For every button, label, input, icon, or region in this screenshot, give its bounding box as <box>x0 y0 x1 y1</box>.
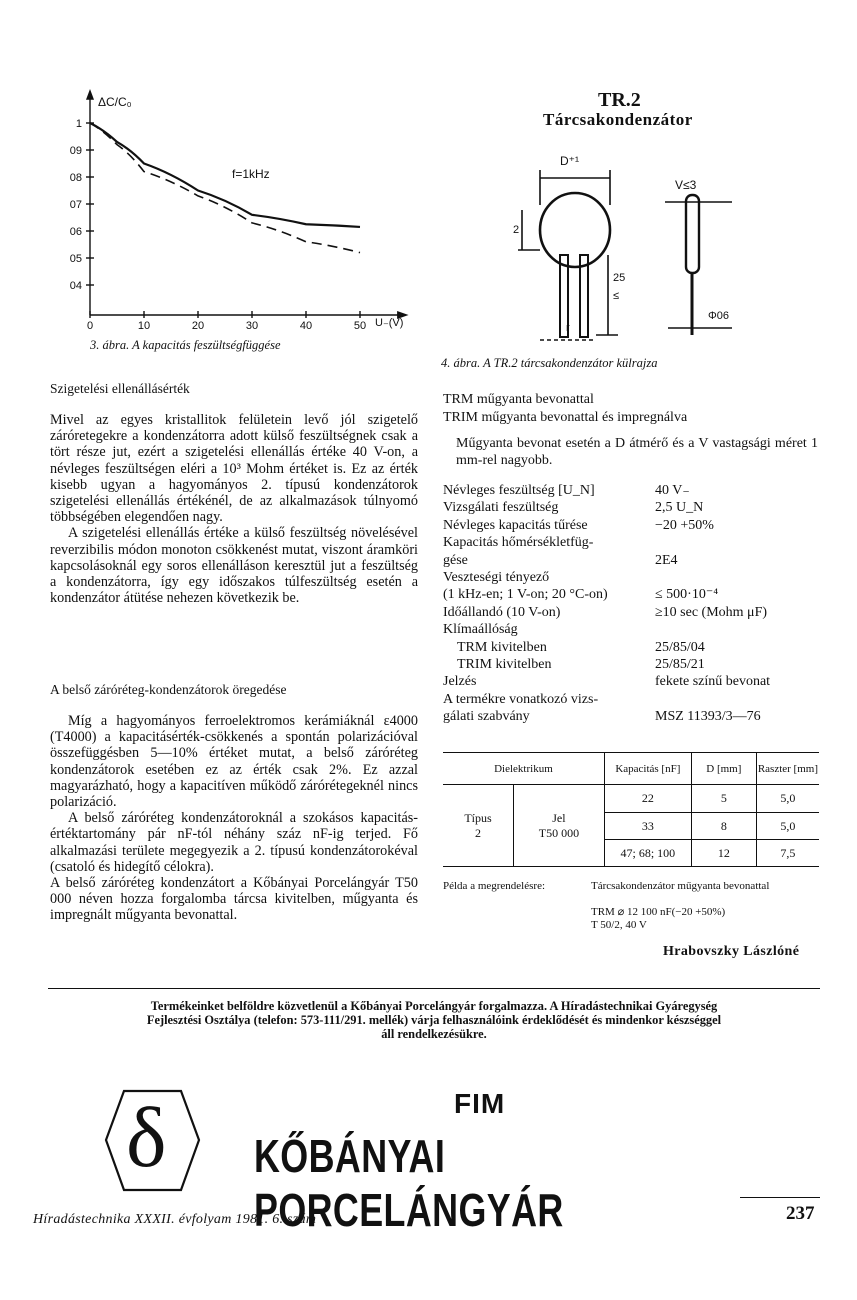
spec-list <box>443 483 823 733</box>
table-row <box>443 785 819 813</box>
chart-x-tick-label: 40 <box>299 320 313 332</box>
d-value: 5 <box>691 785 756 813</box>
figure-3 <box>60 85 430 355</box>
spec-value: ≥10 sec (Mohm μF) <box>655 604 768 620</box>
order-line-2: TRM ⌀ 12 100 nF(−20 +50%) <box>591 906 726 918</box>
chart-series-solid <box>90 123 360 227</box>
spec-value: 25/85/04 <box>655 639 705 655</box>
paragraph: A belső záróréteg kondenzátort a Kőbányai Porcelángyár T50 000 néven hozza forgalomba tárcsa kivitelben, műgyanta és impregnált műgyanta bevonattal. <box>50 875 418 924</box>
spec-label: Időállandó (10 V-on) <box>443 604 561 620</box>
label-v: V≤3 <box>675 178 697 192</box>
chart-y-tick-label: 07 <box>69 199 82 211</box>
footer-rule <box>740 1197 820 1198</box>
spec-value: MSZ 11393/3—76 <box>655 709 761 725</box>
product-title: Tárcsakondenzátor <box>543 110 693 129</box>
spec-value: 2,5 U_N <box>655 500 704 516</box>
chart-y-tick-label: 08 <box>69 172 82 184</box>
label-phi: Φ06 <box>708 310 730 322</box>
paragraph: A szigetelési ellenállás értéke a külső feszültség növelésével reverzibilis módon monoton csökkenést mutat, viszont áramköri kapcsolásoknál egy soros ellenálláson keresztül jut a feszültség a kondenzátorra, így egy időszakos túlfeszültség esetén a kondenzátor átütése nehezen következik be. <box>50 525 418 607</box>
raster-value: 5,0 <box>756 813 819 840</box>
dielectric-label: Jel <box>552 810 566 825</box>
ad-fim: FIM <box>454 1088 506 1119</box>
chart-x-unit: U₋(V) <box>375 317 404 329</box>
spec-label: Vizsgálati feszültség <box>443 500 559 516</box>
notice-line-2: Fejlesztési Osztálya (telefon: 573-111/291. mellék) várja felhasználóink érdeklődését és mindenkor készséggel <box>146 1013 722 1027</box>
chart-y-tick-label: 05 <box>69 253 82 265</box>
spec-label: gése <box>443 552 468 568</box>
dielectric-value: T50 000 <box>538 825 580 840</box>
notice-line-1: Termékeinket belföldre közvetlenül a Kőbányai Porcelángyár forgalmazza. A Híradástechnikai Gyáregység <box>150 999 718 1013</box>
chart-y-label: ΔC/C₀ <box>98 95 132 109</box>
spec-label: TRM kivitelben <box>457 639 547 655</box>
divider <box>48 988 820 989</box>
spec-value: ≤ 500·10⁻⁴ <box>655 587 719 603</box>
capacity-value: 22 <box>604 785 691 813</box>
header-raster: Raszter [mm] <box>756 753 819 785</box>
header-dielectric: Dielektrikum <box>494 762 553 775</box>
author-name: Hrabovszky Lászlóné <box>663 944 800 959</box>
chart-series-dashed <box>90 123 360 253</box>
label-25: 25 <box>613 272 626 284</box>
label-d: D⁺¹ <box>560 154 579 168</box>
footer-journal: Híradástechnika XXXII. évfolyam 1981. 6. szám <box>33 1212 317 1227</box>
type-number: 2 <box>475 825 481 840</box>
spec-label: Jelzés <box>443 674 477 690</box>
capacitance-voltage-chart <box>60 85 430 335</box>
chart-x-tick-label: 10 <box>137 320 151 332</box>
spec-label: A termékre vonatkozó vizs- <box>443 691 599 707</box>
notice-line-3: áll rendelkezésükre. <box>381 1027 487 1041</box>
trm-line: TRM műgyanta bevonattal <box>443 392 594 407</box>
company-logo <box>104 1089 201 1192</box>
notice-box <box>48 999 820 1041</box>
section-2-title: A belső záróréteg-kondenzátorok öregedése <box>50 682 287 697</box>
capacity-value: 47; 68; 100 <box>604 840 691 867</box>
spec-label: TRIM kivitelben <box>457 657 552 672</box>
chart-x-tick-label: 30 <box>245 320 259 332</box>
type-cell <box>443 785 514 867</box>
spec-value: 40 V₋ <box>655 483 690 498</box>
chart-y-tick-label: 1 <box>75 118 82 130</box>
figure-4 <box>441 150 760 370</box>
order-line-3: T 50/2, 40 V <box>591 919 647 931</box>
label-2: 2 <box>513 224 520 236</box>
capacitor-table <box>443 752 819 867</box>
spec-table <box>443 752 819 867</box>
figure-4-caption: 4. ábra. A TR.2 tárcsakondenzátor külrajza <box>441 356 658 370</box>
paragraph: Mivel az egyes kristallitok felületein levő jól szigetelő záróretegekre a kondenzátorra adott külső feszültségnek csak a tört része jut, ezért a szigetelési ellenállás értéke 40 V-on, a névleges feszültségen eléri a 10³ Mohm értéket is. Ez az érték kisebb ugyan a hagyományos 2. típusú kondenzátorok szigetelési ellenállás értékénél, de az alkalmazások túlnyomó többségében elegendően nagy. <box>50 412 418 526</box>
spec-value: −20 +50% <box>655 517 714 533</box>
paragraph: A belső záróréteg kondenzátoroknál a szokásos kapacitás-értéktartomány pár nF-tól néhány száz nF-ig terjed. Fő alkalmazási területe megegyezik a 2. típusú kondenzátorokéval (csatoló és hidegítő célokra). <box>50 810 418 875</box>
spec-label: Veszteségi tényező <box>443 570 550 585</box>
figure-3-caption: 3. ábra. A kapacitás feszültségfüggése <box>90 338 281 352</box>
chart-y-tick-label: 06 <box>69 226 82 238</box>
paragraph: Míg a hagyományos ferroelektromos kerámiáknál ε4000 (T4000) a kapacitásérték-csökkenés a spontán polarizációval összefüggésben 5—10% értéket mutat, a belső záróréteg kondenzátorok esetében ez az érték csak 2%. Ez azzal magyarázható, hogy a kapacitíven működő zárórétegeknél nincs polarizáció. <box>50 713 418 811</box>
spec-label: (1 kHz-en; 1 V-on; 20 °C-on) <box>443 587 608 603</box>
spec-label: gálati szabvány <box>443 709 530 725</box>
order-label: Példa a megrendelésre: <box>443 880 546 892</box>
spec-label: Névleges kapacitás tűrése <box>443 517 588 533</box>
product-code: TR.2 <box>598 89 641 111</box>
side-view-body <box>686 195 699 273</box>
spec-value: 25/85/21 <box>655 657 705 672</box>
spec-value: fekete színű bevonat <box>655 674 771 690</box>
dielectric-cell <box>514 785 605 867</box>
spec-label: Kapacitás hőmérsékletfüg- <box>443 535 594 551</box>
header-d: D [mm] <box>691 753 756 785</box>
d-value: 12 <box>691 840 756 867</box>
trim-line: TRIM műgyanta bevonattal és impregnálva <box>443 410 688 425</box>
capacity-value: 33 <box>604 813 691 840</box>
spec-value: 2E4 <box>655 552 678 568</box>
chart-x-tick-label: 50 <box>353 320 367 332</box>
label-r: r <box>566 322 570 334</box>
d-value: 8 <box>691 813 756 840</box>
label-le: ≤ <box>613 290 620 302</box>
chart-y-tick-label: 09 <box>69 145 82 157</box>
ad-company: KŐBÁNYAI PORCELÁNGYÁR <box>254 1130 564 1236</box>
logo-symbol: δ <box>126 1089 167 1185</box>
y-axis-arrow-icon <box>87 91 93 99</box>
spec-label: Klímaállóság <box>443 622 518 638</box>
raster-value: 5,0 <box>756 785 819 813</box>
order-line-1: Tárcsakondenzátor műgyanta bevonattal <box>591 880 770 892</box>
spec-label: Névleges feszültség [U_N] <box>443 483 595 498</box>
type-label: Típus <box>464 810 492 825</box>
chart-x-tick-label: 20 <box>191 320 205 332</box>
chart-x-tick-label: 0 <box>86 320 94 332</box>
disc-body <box>540 193 610 267</box>
chart-annotation: f=1kHz <box>232 167 270 181</box>
section-1-title: Szigetelési ellenállásérték <box>50 381 190 396</box>
coating-note: Műgyanta bevonat esetén a D átmérő és a V vastagsági méret 1 mm-rel nagyobb. <box>456 436 818 468</box>
chart-y-tick-label: 04 <box>69 280 82 292</box>
raster-value: 7,5 <box>756 840 819 867</box>
section-1-text <box>50 412 418 606</box>
page-number: 237 <box>786 1203 815 1224</box>
section-2-text <box>50 713 418 924</box>
header-capacity: Kapacitás [nF] <box>604 753 691 785</box>
